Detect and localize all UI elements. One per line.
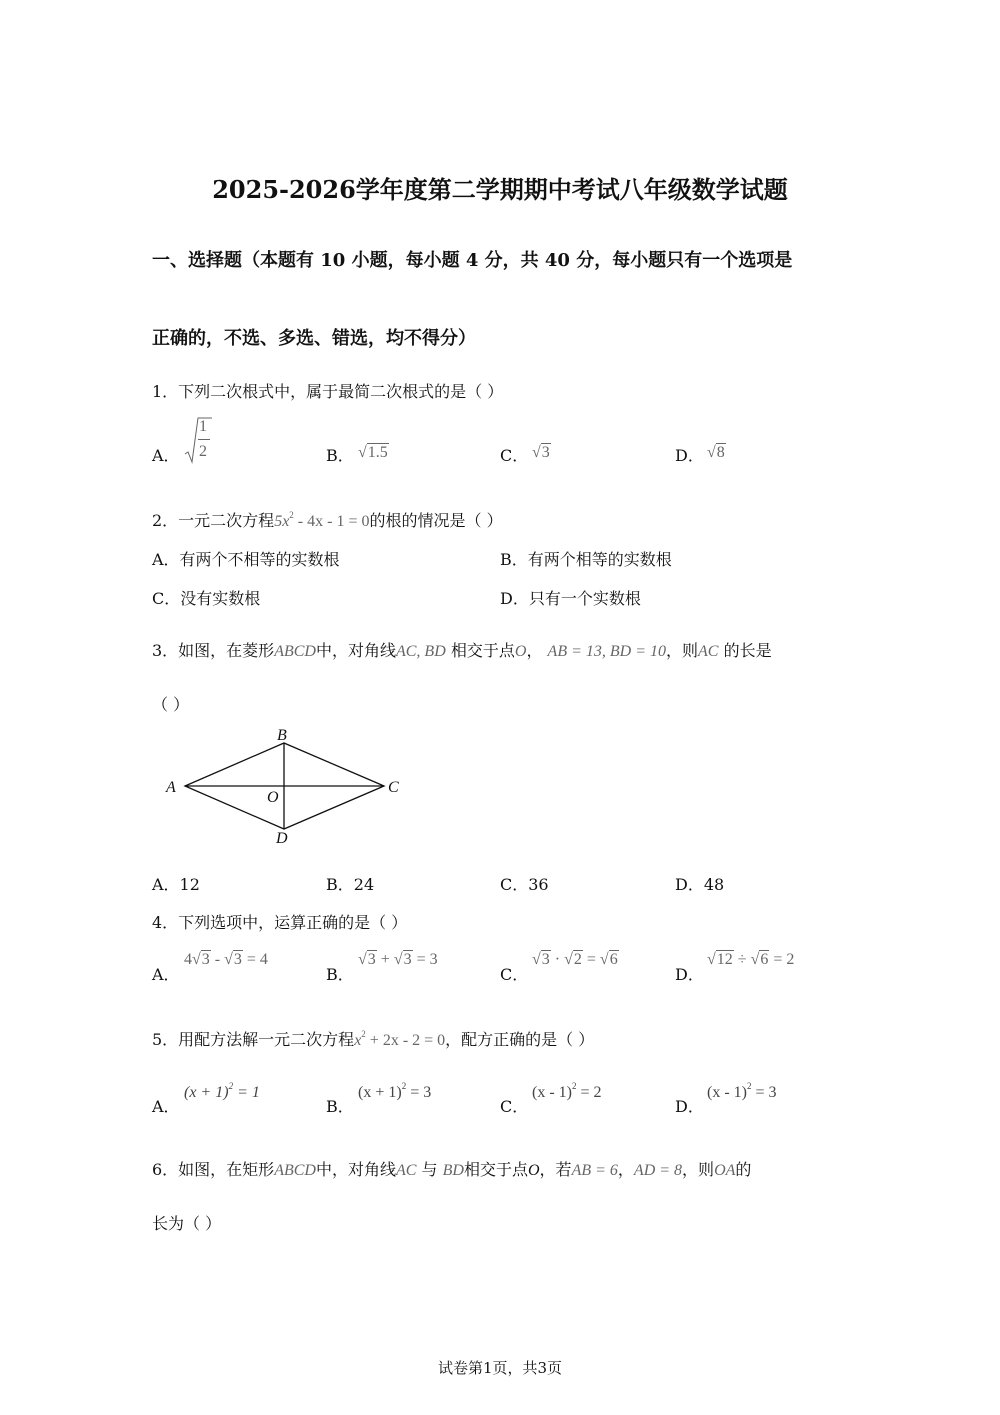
q5-option-d-label: D． (675, 1097, 704, 1116)
q4-a-radicand1: 3 (201, 951, 210, 968)
q3-math-o: O (514, 643, 527, 660)
q5-b-exp: 2 (401, 1081, 407, 1091)
q1-option-b-label: B． (326, 446, 354, 465)
q5-stem (152, 1027, 594, 1050)
q5-option-c-math (532, 1081, 602, 1102)
q5-option-b-math (358, 1081, 431, 1102)
q3-text-4: ， (526, 641, 543, 660)
q6-text-8: 的 (735, 1160, 752, 1179)
q6-text-1: 6．如图，在矩形 (152, 1160, 275, 1179)
q1-option-d-label: D． (675, 446, 704, 465)
q5-prefix: 5．用配方法解一元二次方程 (152, 1030, 355, 1049)
q2-option-d: D．只有一个实数根 (500, 589, 641, 608)
q2-suffix: 的根的情况是（ ） (369, 511, 503, 530)
q3-math-given: AB = 13, BD = 10 (547, 643, 667, 660)
q4-stem: 4．下列选项中，运算正确的是（ ） (152, 913, 408, 932)
q4-option-a-label: A． (152, 965, 180, 984)
q4-c-eq: = (582, 951, 600, 968)
q4-b-radicand2: 3 (403, 951, 412, 968)
vertex-label-d: D (276, 830, 288, 847)
q6-text-2: 中，对角线 (315, 1160, 396, 1179)
q6-math-o: O (527, 1162, 540, 1179)
q6-stem (152, 1157, 751, 1180)
q5-b-base: (x + 1) (358, 1084, 402, 1101)
q4-option-b-math: √3 + √3 = 3 (358, 951, 438, 968)
q3-stem (152, 638, 772, 661)
q6-math-ac: AC (395, 1162, 417, 1179)
q3-text-1: 3．如图，在菱形 (152, 641, 275, 660)
q4-option-d-math: √12 ÷ √6 = 2 (707, 951, 795, 968)
q3-option-b: B．24 (326, 875, 375, 894)
q4-d-radicand1: 12 (716, 951, 733, 968)
q5-a-result: = 1 (233, 1084, 260, 1101)
q3-math-ac: AC (698, 643, 719, 660)
q4-a-coef: 4 (184, 951, 192, 968)
q4-b-op: + (376, 951, 394, 968)
q5-exponent: 2 (361, 1029, 366, 1039)
q5-option-a-math (184, 1081, 260, 1102)
q1-a-denominator: 2 (199, 443, 207, 460)
q5-d-result: = 3 (751, 1084, 777, 1101)
section-heading-line2: 正确的，不选、多选、错选，均不得分） (152, 328, 476, 349)
q2-exponent: 2 (289, 510, 294, 520)
q4-option-c-label: C． (500, 965, 529, 984)
q5-suffix: ，配方正确的是（ ） (445, 1030, 595, 1049)
q3-option-c: C．36 (500, 875, 549, 894)
q2-prefix: 2．一元二次方程 (152, 511, 275, 530)
q1-a-numerator: 1 (199, 418, 207, 435)
q1-option-a-math (184, 416, 214, 466)
q4-option-b-label: B． (326, 965, 354, 984)
q6-math-ab: AB = 6 (571, 1162, 618, 1179)
q1-c-radicand: 3 (541, 444, 550, 461)
q2-option-c: C．没有实数根 (152, 589, 261, 608)
q3-text-3: 相交于点 (450, 641, 515, 660)
rhombus-figure (160, 722, 410, 848)
q5-c-exp: 2 (571, 1081, 577, 1091)
q4-b-radicand1: 3 (367, 951, 376, 968)
q5-b-result: = 3 (406, 1084, 432, 1101)
q5-equation-part2: + 2x - 2 = 0 (365, 1032, 446, 1049)
q4-c-radicand1: 3 (541, 951, 550, 968)
q4-a-radicand2: 3 (233, 951, 242, 968)
q1-option-c-label: C． (500, 446, 529, 465)
vertex-label-c: C (388, 779, 399, 796)
q1-b-radicand: 1.5 (367, 444, 388, 461)
q1-option-c-math: √3 (532, 444, 550, 461)
q5-c-result: = 2 (576, 1084, 602, 1101)
q5-a-exp: 2 (228, 1081, 234, 1091)
q6-stem-line2: 长为（ ） (152, 1214, 222, 1233)
q5-c-base: (x - 1) (532, 1084, 572, 1101)
q1-d-radicand: 8 (716, 444, 725, 461)
q2-equation-part1: 5x (274, 513, 290, 530)
q3-option-d: D．48 (675, 875, 725, 894)
page-footer: 试卷第1页，共3页 (437, 1359, 563, 1377)
q3-math-diagonals: AC, BD (395, 643, 446, 660)
q4-option-d-label: D． (675, 965, 704, 984)
q4-b-result: = 3 (412, 951, 438, 968)
section-heading-line1: 一、选择题（本题有 10 小题，每小题 4 分，共 40 分，每小题只有一个选项是 (152, 250, 793, 271)
q6-math-oa: OA (714, 1162, 736, 1179)
q3-text-2: 中，对角线 (315, 641, 396, 660)
fraction-bar (198, 439, 210, 440)
q6-math-bd: BD (442, 1162, 464, 1179)
q6-text-3: 与 (421, 1160, 438, 1179)
q1-stem: 1．下列二次根式中，属于最简二次根式的是（ ） (152, 382, 504, 401)
q4-c-radicand2: 2 (573, 951, 582, 968)
q6-math-abcd: ABCD (274, 1162, 316, 1179)
q5-a-base: (x + 1) (184, 1084, 229, 1101)
q2-equation-part2: - 4x - 1 = 0 (293, 513, 370, 530)
q4-option-c-math: √3 · √2 = √6 (532, 951, 618, 968)
q4-option-a-math: 4√3 - √3 = 4 (184, 951, 268, 968)
q5-option-b-label: B． (326, 1097, 354, 1116)
q1-option-a-label: A． (152, 446, 180, 465)
q3-text-5: ，则 (666, 641, 699, 660)
q5-option-c-label: C． (500, 1097, 529, 1116)
q2-option-b: B．有两个相等的实数根 (500, 550, 672, 569)
center-label-o: O (267, 789, 279, 806)
q3-option-a: A．12 (152, 875, 200, 894)
q4-a-result: = 4 (242, 951, 268, 968)
vertex-label-a: A (166, 779, 176, 796)
q2-stem (152, 508, 503, 531)
q4-d-radicand2: 6 (760, 951, 769, 968)
q6-text-5: ，若 (539, 1160, 572, 1179)
q1-option-d-math: √8 (707, 444, 725, 461)
q4-d-op: ÷ (733, 951, 751, 968)
q1-option-b-math: √1.5 (358, 444, 388, 461)
q5-d-base: (x - 1) (707, 1084, 747, 1101)
page-title: 2025-2026学年度第二学期期中考试八年级数学试题 (212, 175, 788, 204)
q6-text-4: 相交于点 (463, 1160, 528, 1179)
q4-c-radicand3: 6 (609, 951, 618, 968)
q2-option-a: A．有两个不相等的实数根 (152, 550, 340, 569)
q4-c-op: · (550, 951, 565, 968)
q4-d-result: = 2 (769, 951, 795, 968)
q5-d-exp: 2 (746, 1081, 752, 1091)
q6-text-7: ，则 (682, 1160, 715, 1179)
q6-math-ad: AD = 8 (633, 1162, 683, 1179)
q5-option-a-label: A． (152, 1097, 180, 1116)
q4-a-op: - (210, 951, 225, 968)
q3-stem-line2: （ ） (152, 695, 190, 714)
q3-text-6: 的长是 (723, 641, 772, 660)
q5-equation-part1: x (354, 1032, 362, 1049)
q6-text-6: ， (617, 1160, 634, 1179)
q3-math-abcd: ABCD (274, 643, 316, 660)
vertex-label-b: B (277, 727, 287, 744)
q5-option-d-math (707, 1081, 777, 1102)
